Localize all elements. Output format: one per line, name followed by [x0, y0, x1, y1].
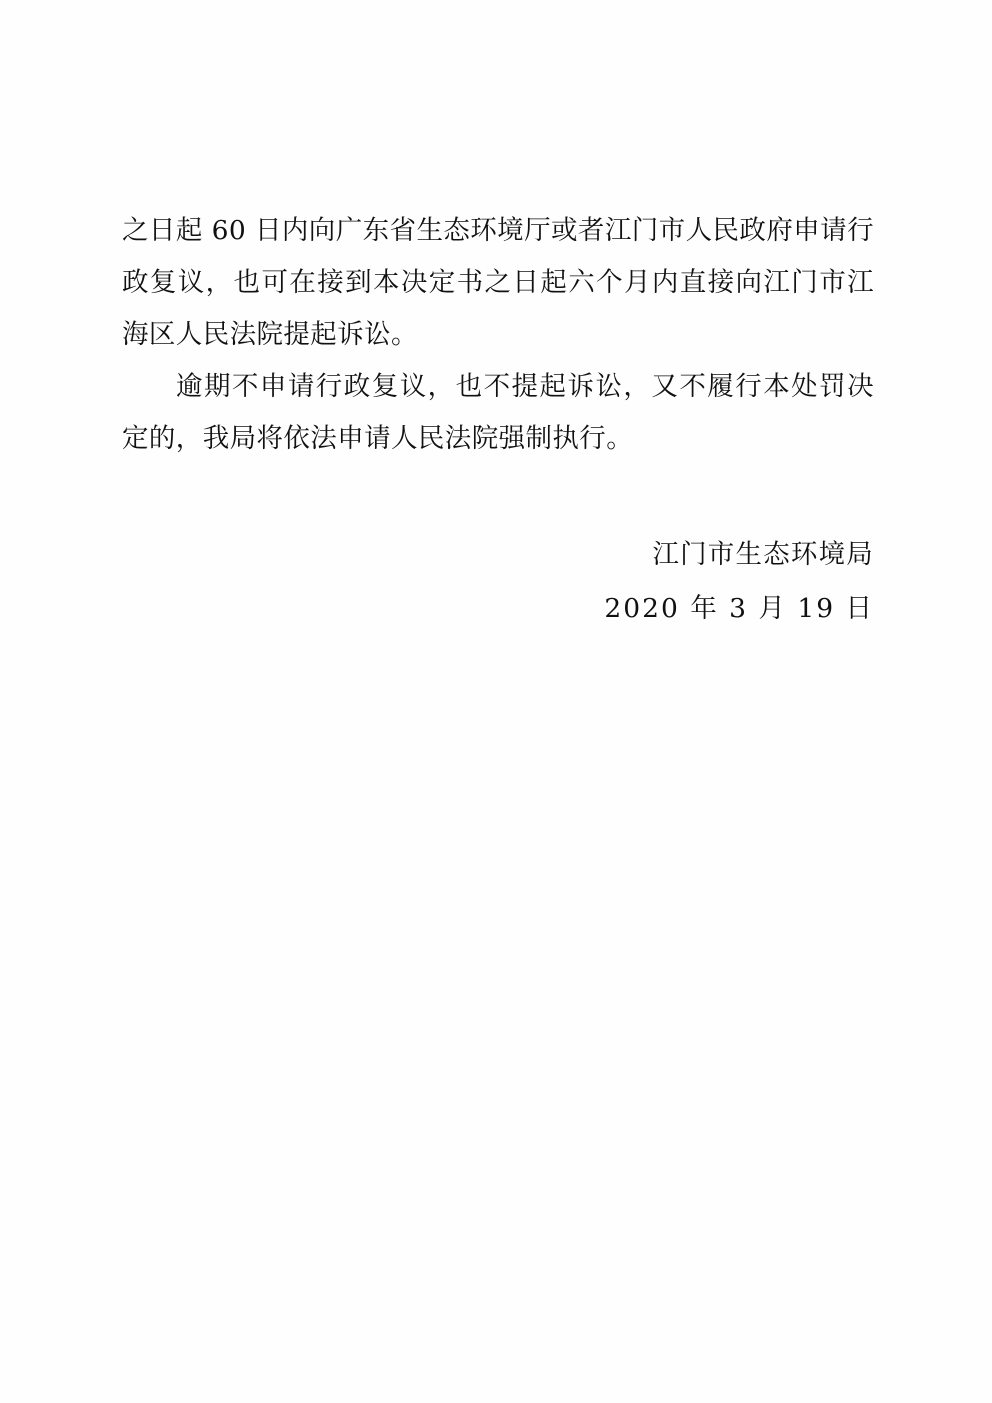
- signature-block: [122, 528, 888, 636]
- paragraph-appeal-rights: 之日起 60 日内向广东省生态环境厅或者江门市人民政府申请行政复议，也可在接到本决定书之日起六个月内直接向江门市江海区人民法院提起诉讼。: [122, 215, 874, 350]
- paragraph-enforcement-notice: 逾期不申请行政复议，也不提起诉讼，又不履行本处罚决定的，我局将依法申请人民法院强制执行。: [122, 371, 874, 454]
- signature-issuer: 江门市生态环境局: [652, 539, 874, 570]
- signature-date: 2020 年 3 月 19 日: [604, 593, 874, 624]
- document-body: [122, 205, 874, 465]
